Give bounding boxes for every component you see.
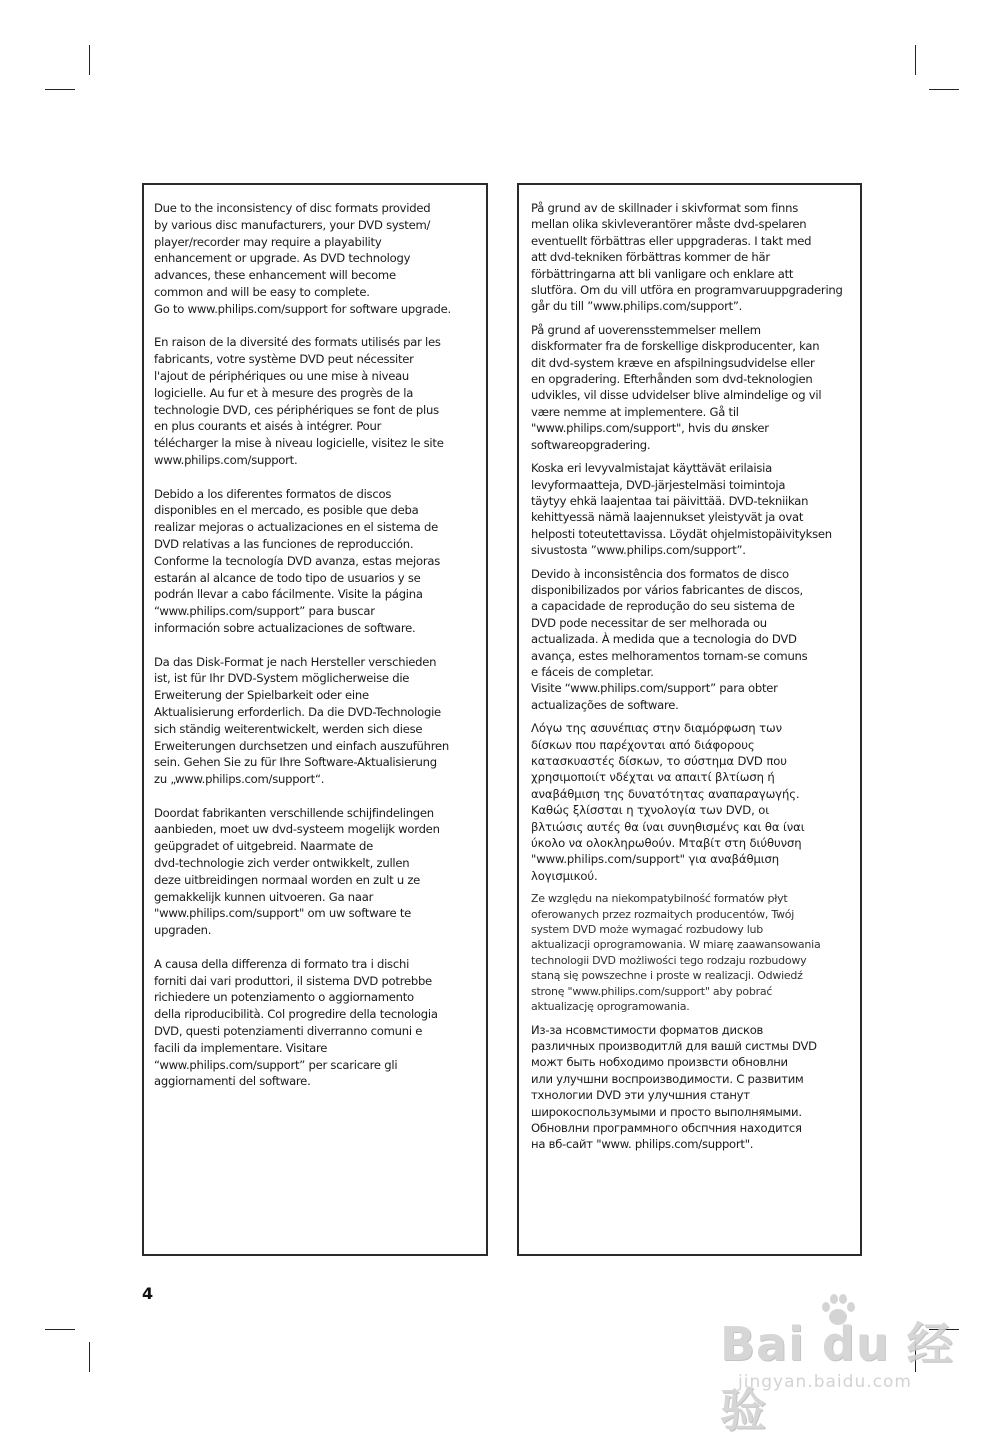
page-number: 4 [142, 1284, 154, 1303]
paragraph-dutch: Doordat fabrikanten verschillende schijfindelingen aanbieden, moet uw dvd-systeem mogelijk worden geüpgradet of uitgebreid. Naarmate de dvd-technologie zich verder ontwikkelt, zullen deze uitbreidingen normaal worden en zult u ze gemakkelijk kunnen uitvoeren. Ga naar "www.philips.com/support" om uw software te upgraden. [154, 805, 440, 938]
paragraph-italian: A causa della differenza di formato tra i dischi forniti dai vari produttori, il sistema DVD potrebbe richiedere un potenziamento o aggiornamento della riproducibilità. Col progredire della tecnologia DVD, questi potenziamenti diverranno comuni e facili da implementare. Visitare “www.philips.com/support” per scaricare gli aggiornamenti del software. [154, 956, 438, 1089]
right-text-box [517, 183, 862, 1256]
baidu-watermark [700, 1290, 990, 1437]
paragraph-french: En raison de la diversité des formats utilisés par les fabricants, votre système DVD peut nécessiter l'ajout de périphériques ou une mise à niveau logicielle. Au fur et à mesure des progrès de la technologie DVD, ces périphériques se font de plus en plus courants et aisés à intégrer. Pour télécharger la mise à niveau logicielle, visitez le site www.philips.com/support. [154, 335, 444, 467]
crop-mark-top-right-h [929, 89, 959, 90]
paragraph-portuguese: Devido à inconsistência dos formatos de disco disponibilizados por vários fabricantes de discos, a capacidade de reprodução do seu sistema de DVD pode necessitar de ser melhorada ou actualizada. À medida que a tecnologia do DVD avança, estes melhoramentos tornam-se comuns e fáceis de completar. Visite “www.philips.com/support” para obter actualizações de software. [531, 566, 808, 712]
paragraph-swedish: På grund av de skillnader i skivformat som finns mellan olika skivleverantörer måste dvd-spelaren eventuellt förbättras eller uppgraderas. I takt med att dvd-tekniken förbättras kommer de här förbättringarna att bli vanligare och enklare att slutföra. Om du vill utföra en programvaruuppgradering går du till ”www.philips.com/support”. [531, 201, 843, 314]
crop-mark-top-left-h [45, 89, 75, 90]
paragraph-german: Da das Disk-Format je nach Hersteller verschieden ist, ist für Ihr DVD-System möglicherweise die Erweiterung der Spielbarkeit oder eine Aktualisierung erforderlich. Da die DVD-Technologie sich ständig weiterentwickelt, werden sich diese Erweiterungen durchsetzen und einfach auszuführen sein. Gehen Sie zu für Ihre Software-Aktualisierung zu „www.philips.com/support“. [154, 654, 449, 787]
paragraph-spanish: Debido a los diferentes formatos de discos disponibles en el mercado, es posible que deba realizar mejoras o actualizaciones en el sistema de DVD relativas a las funciones de reproducción. Conforme la tecnología DVD avanza, estas mejoras estarán al alcance de todo tipo de usuarios y se podrán llevar a cabo fácilmente. Visite la página “www.philips.com/support” para buscar información sobre actualizaciones de software. [154, 486, 441, 635]
crop-mark-top-left-v [89, 45, 90, 75]
watermark-url: jingyan.baidu.com [738, 1372, 912, 1392]
paragraph-danish: På grund af uoverensstemmelser mellem diskformater fra de forskellige diskproducenter, kan dit dvd-system kræve en afspilningsudvidelse eller en opgradering. Efterhånden som dvd-teknologien udvikles, vil disse udvidelser blive almindelige og vil være nemme at implementere. Gå til "www.philips.com/support", hvis du ønsker softwareopgradering. [531, 322, 822, 452]
paragraph-finnish: Koska eri levyvalmistajat käyttävät erilaisia levyformaatteja, DVD-järjestelmäsi toimintoja täytyy ehkä laajentaa tai päivittää. DVD-tekniikan kehittyessä nämä laajennukset yleistyvät ja ovat helposti toteutettavissa. Löydät ohjelmistopäivityksen sivustosta ”www.philips.com/support”. [531, 461, 832, 558]
paragraph-polish: Ze względu na niekompatybilność formatów płyt oferowanych przez rozmaitych producentów, Twój system DVD może wymagać rozbudowy lub aktualizacji oprogramowania. W miarę zaawansowania technologii DVD możliwości tego rodzaju rozbudowy staną się powszechne i proste w realizacji. Odwiedź stronę "www.philips.com/support" aby pobrać aktualizację oprogramowania. [531, 892, 821, 1014]
watermark-brand: Bai du 经验 [720, 1317, 954, 1437]
left-text-box [142, 183, 488, 1256]
crop-mark-bottom-left-h [45, 1329, 75, 1330]
paragraph-english: Due to the inconsistency of disc formats provided by various disc manufacturers, your DVD system/ player/recorder may require a playability enhancement or upgrade. As DVD technology advances, these enhancement will become common and will be easy to complete. Go to www.philips.com/support for software upgrade. [154, 201, 451, 316]
paragraph-greek: Λόγω της ασυνέπιας στην διαμόρφωση των δίσκων που παρέχονται από διάφορους κατασκυαστές δίσκων, το σύστημα DVD που χρησιμοποιίτ νδέχται να απαιτί βλτίωση ή αναβάθμιση της δυνατότητας αναπαραγωγής. Καθώς ξλίσσται η τχνολογία των DVD, οι βλτιώσις αυτές θα ίναι συνηθισμένς και θα ίναι ύκολο να ολοκληρωθούν. Μταβίτ στη διύθυνση "www.philips.com/support" για αναβάθμιση λογισμικού. [531, 721, 805, 883]
paragraph-russian: Из-за нсовмстимости форматов дисков различных производитлй для вашй систмы DVD можт быть нобходимо произвсти обновлни или улучшни воспроизводимости. С развитим тхнологии DVD эти улучшния станут широкоспользумыми и просто выполнямыми. Обновлни программного обспчния находится на вб-сайт "www. philips.com/support". [531, 1022, 817, 1152]
crop-mark-bottom-left-v [89, 1342, 90, 1372]
crop-mark-top-right-v [915, 45, 916, 75]
